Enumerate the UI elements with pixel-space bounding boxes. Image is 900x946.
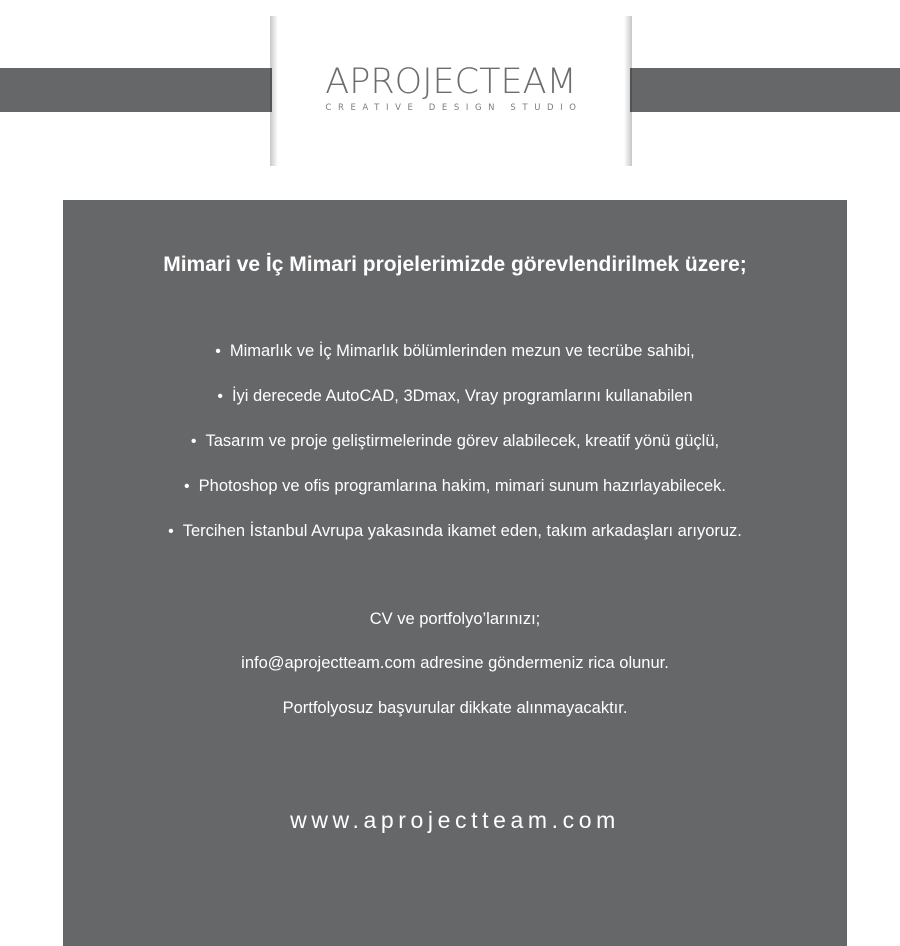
logo-tagline: CREATIVE DESIGN STUDIO <box>325 103 583 113</box>
header-band-right <box>630 68 900 112</box>
requirement-item: • Tasarım ve proje geliştirmelerinde görev alabilecek, kreatif yönü güçlü, <box>63 430 847 475</box>
header-band-left <box>0 68 272 112</box>
logo <box>272 16 630 166</box>
requirement-item: • İyi derecede AutoCAD, 3Dmax, Vray programlarını kullanabilen <box>63 385 847 430</box>
contact-intro: CV ve portfolyo’larınızı; <box>369 610 541 628</box>
requirements-list <box>63 340 847 565</box>
website-url: www.aprojectteam.com <box>290 807 620 833</box>
job-posting-panel <box>63 200 847 946</box>
requirement-item: • Tercihen İstanbul Avrupa yakasında ikamet eden, takım arkadaşları arıyoruz. <box>63 520 847 565</box>
requirement-item: • Mimarlık ve İç Mimarlık bölümlerinden mezun ve tecrübe sahibi, <box>63 340 847 385</box>
contact-note: Portfolyosuz başvurular dikkate alınmayacaktır. <box>282 699 628 717</box>
logo-wordmark: APROJECTEAM <box>325 62 577 102</box>
posting-headline: Mimari ve İç Mimari projelerimizde görevlendirilmek üzere; <box>163 253 747 276</box>
requirement-item: • Photoshop ve ofis programlarına hakim, mimari sunum hazırlayabilecek. <box>63 475 847 520</box>
contact-email-line: info@aprojectteam.com adresine göndermeniz rica olunur. <box>241 654 669 672</box>
